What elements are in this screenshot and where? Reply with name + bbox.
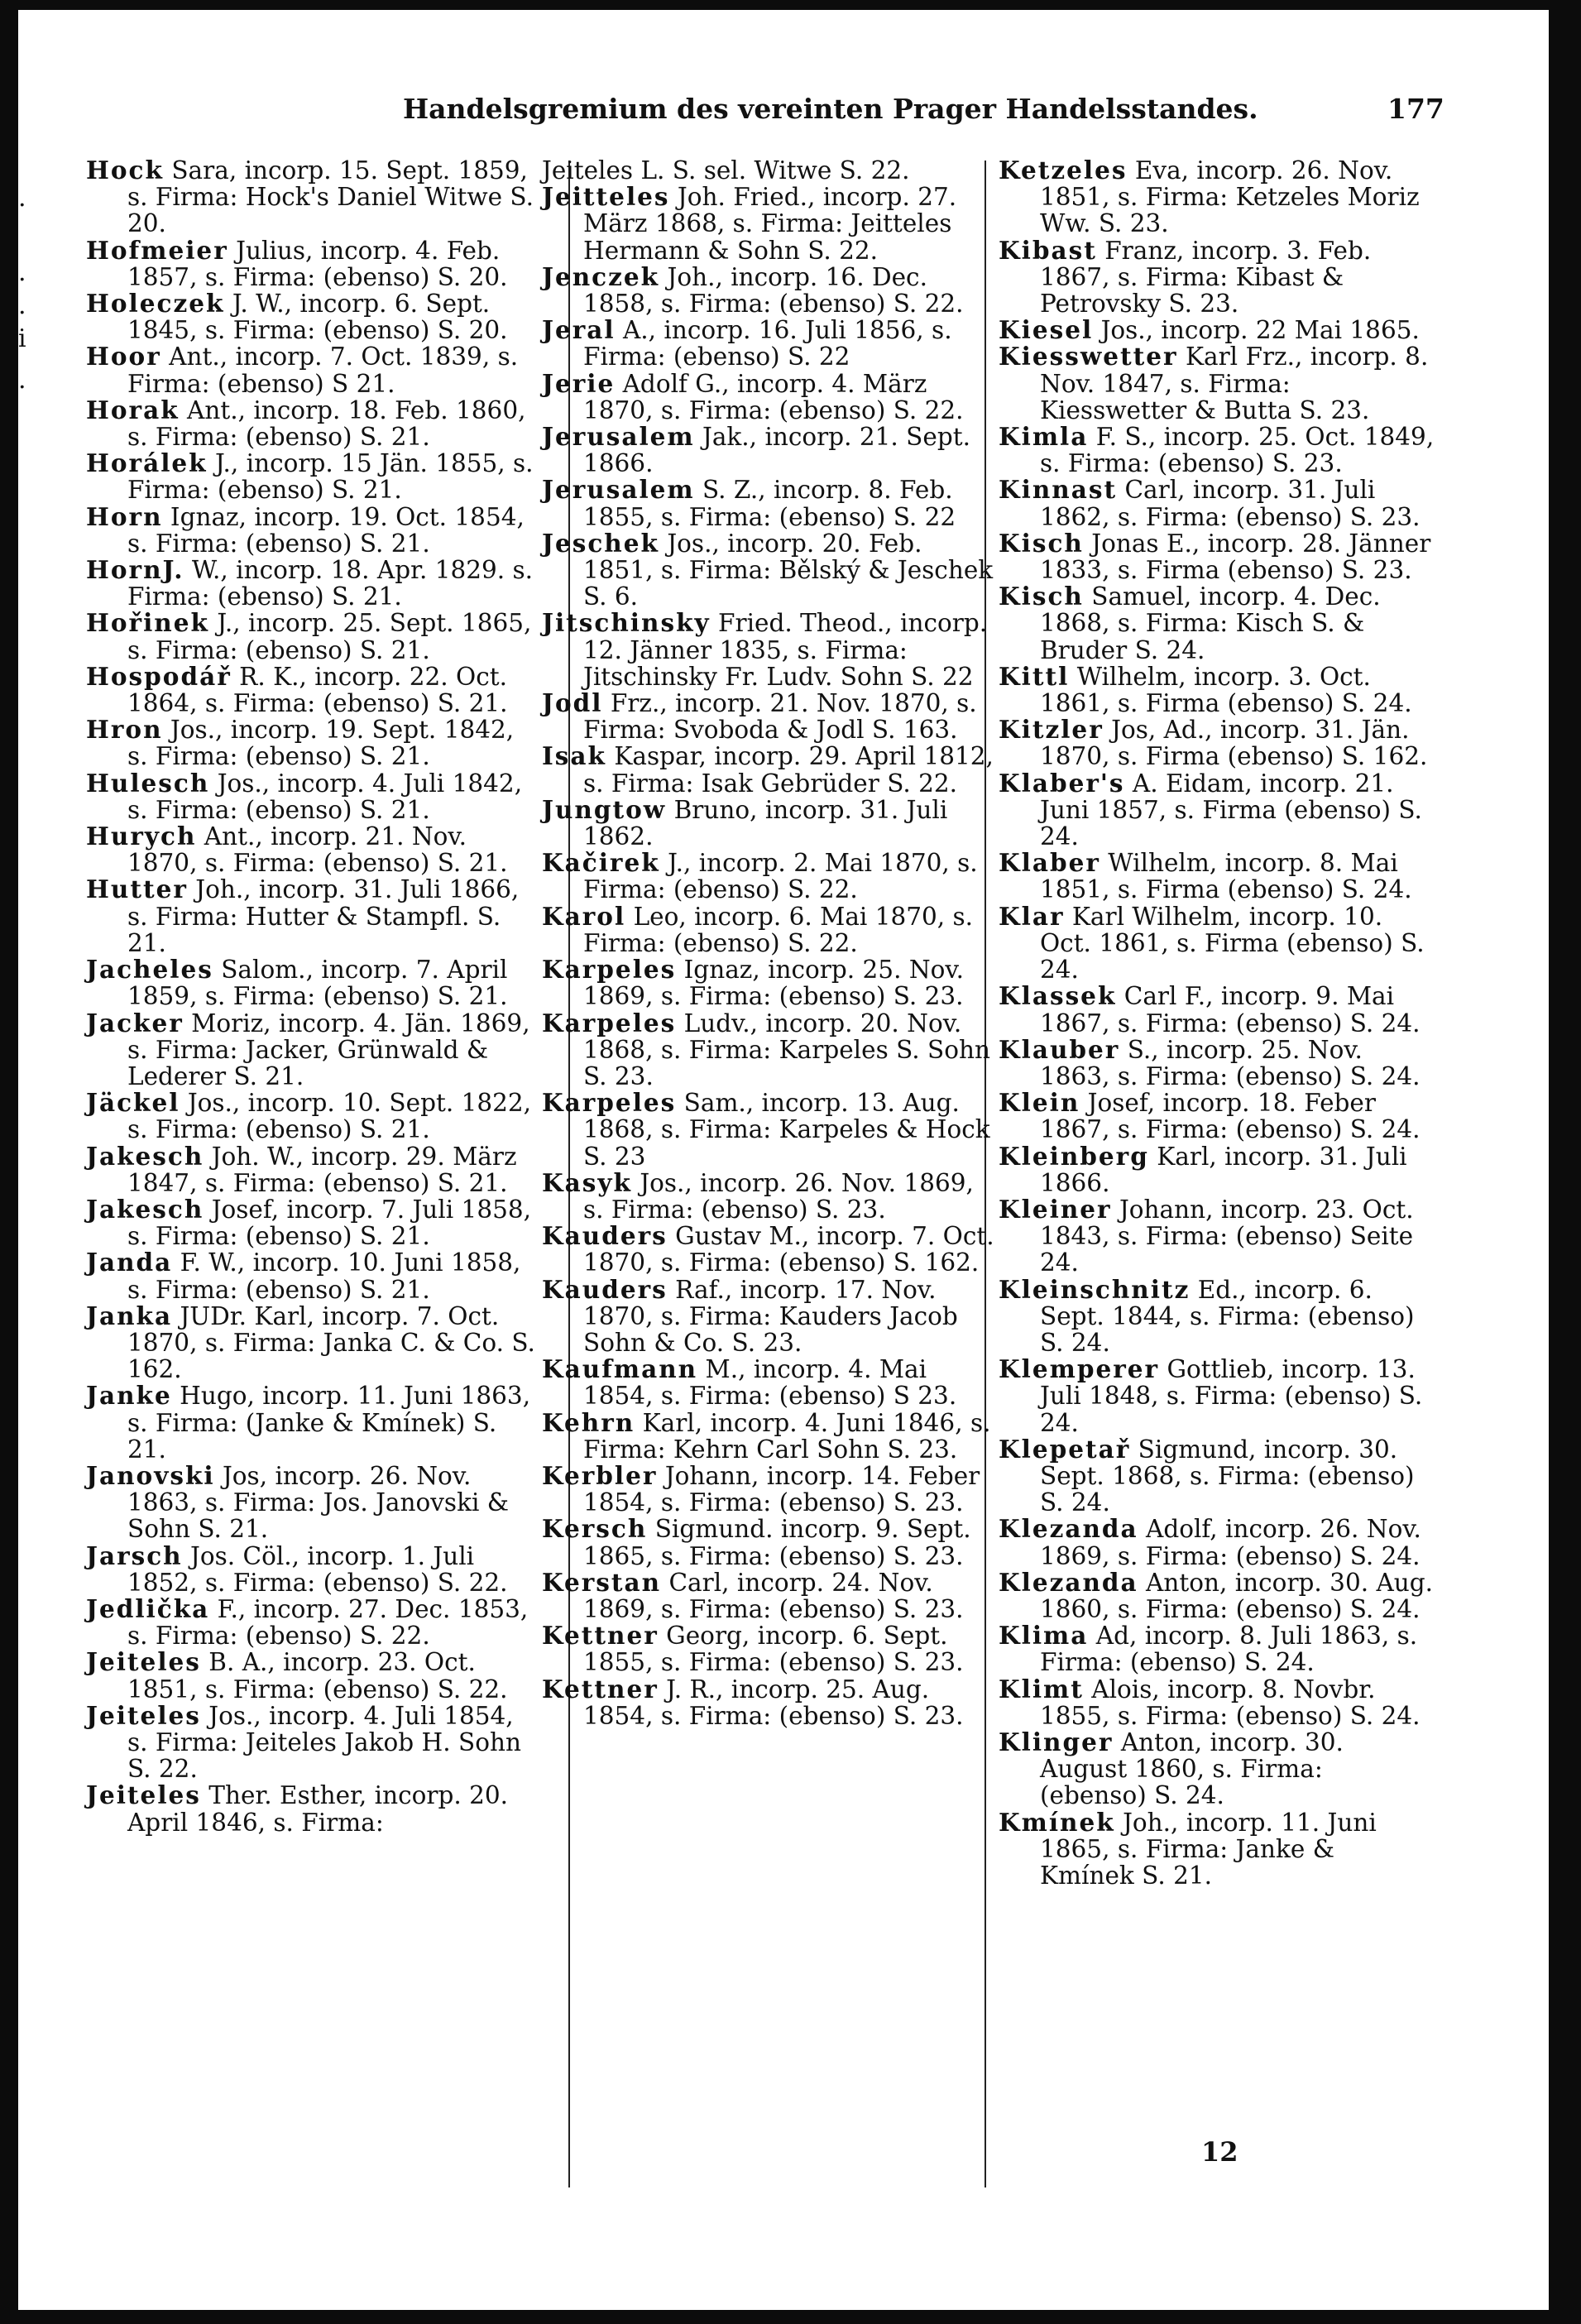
entry-surname: Karpeles	[542, 1008, 677, 1037]
directory-entry: Jungtow Bruno, incorp. 31. Juli 1862.	[542, 794, 948, 851]
margin-mark: i	[18, 324, 26, 353]
entry-surname: Klemperer	[999, 1354, 1160, 1384]
directory-entry: Jeiteles Jos., incorp. 4. Juli 1854, s. Firma: Jeiteles Jakob H. Sohn S. 22.	[86, 1700, 521, 1784]
entry-surname: Kerbler	[542, 1460, 658, 1490]
directory-entry: Jerusalem S. Z., incorp. 8. Feb. 1855, s. Firma: (ebenso) S. 22	[542, 475, 956, 531]
entry-surname: Jitschinsky	[542, 608, 711, 638]
directory-entry: Kasyk Jos., incorp. 26. Nov. 1869, s. Firma: (ebenso) S. 23.	[542, 1167, 974, 1224]
directory-entry: Hutter Joh., incorp. 31. Juli 1866, s. Firma: Hutter & Stampfl. S. 21.	[86, 874, 520, 957]
directory-entry: Klauber S., incorp. 25. Nov. 1863, s. Firma: (ebenso) S. 24.	[999, 1034, 1421, 1090]
entry-surname: Jedlička	[86, 1593, 210, 1623]
entry-surname: Janovski	[86, 1460, 215, 1490]
directory-entry: Kauders Raf., incorp. 17. Nov. 1870, s. Firma: Kauders Jacob Sohn & Co. S. 23.	[542, 1274, 958, 1357]
entry-surname: Kiesswetter	[999, 342, 1178, 371]
directory-entry: Kleinschnitz Ed., incorp. 6. Sept. 1844, s. Firma: (ebenso) S. 24.	[999, 1274, 1415, 1357]
entry-surname: Jeiteles	[86, 1647, 201, 1677]
entry-surname: Kittl	[999, 661, 1070, 691]
entry-surname: Kerstan	[542, 1567, 662, 1597]
entry-surname: Jacheles	[86, 955, 213, 985]
entry-surname: Kitzler	[999, 715, 1104, 745]
directory-entry: Kisch Samuel, incorp. 4. Dec. 1868, s. Firma: Kisch S. & Bruder S. 24.	[999, 582, 1381, 664]
entry-surname: Kersch	[542, 1514, 648, 1544]
directory-entry: Klein Josef, incorp. 18. Feber 1867, s. Firma: (ebenso) S. 24.	[999, 1088, 1421, 1144]
directory-entry: Klaber Wilhelm, incorp. 8. Mai 1851, s. Firma (ebenso) S. 24.	[999, 848, 1412, 904]
entry-surname: Jeiteles	[86, 1780, 201, 1810]
entry-surname: Holeczek	[86, 289, 225, 319]
directory-entry: Kersch Sigmund. incorp. 9. Sept. 1865, s. Firma: (ebenso) S. 23.	[542, 1514, 971, 1570]
margin-mark: .	[18, 258, 26, 287]
entry-surname: Jakesch	[86, 1194, 204, 1224]
entry-surname: Jarsch	[86, 1541, 183, 1570]
directory-entry: Jitschinsky Fried. Theod., incorp. 12. Jänner 1835, s. Firma: Jitschinsky Fr. Ludv. Sohn S. 22	[542, 608, 988, 691]
entry-surname: Hurych	[86, 822, 197, 851]
directory-entry: Kleinberg Karl, incorp. 31. Juli 1866.	[999, 1141, 1407, 1197]
directory-entry: Karpeles Ludv., incorp. 20. Nov. 1868, s. Firma: Karpeles S. Sohn S. 23.	[542, 1008, 990, 1090]
margin-mark: .	[18, 291, 26, 320]
directory-entry: Kettner Georg, incorp. 6. Sept. 1855, s. Firma: (ebenso) S. 23.	[542, 1621, 964, 1677]
entry-surname: Isak	[542, 741, 606, 771]
directory-entry: Janke Hugo, incorp. 11. Juni 1863, s. Firma: (Janke & Kmínek) S. 21.	[86, 1381, 531, 1464]
directory-entry: Janda F. W., incorp. 10. Juni 1858, s. Firma: (ebenso) S. 21.	[86, 1248, 521, 1304]
entry-surname: Janka	[86, 1301, 173, 1330]
running-header: Handelsgremium des vereinten Prager Handelsstandes.	[403, 93, 1258, 125]
entry-surname: Kaufmann	[542, 1354, 698, 1384]
directory-entry: Kaufmann M., incorp. 4. Mai 1854, s. Firma: (ebenso) S 23.	[542, 1354, 957, 1411]
entry-surname: Kinnast	[999, 475, 1118, 505]
directory-entry: Jedlička F., incorp. 27. Dec. 1853, s. Firma: (ebenso) S. 22.	[86, 1593, 529, 1651]
directory-entry: Klaber's A. Eidam, incorp. 21. Juni 1857, s. Firma (ebenso) S. 24.	[999, 768, 1422, 851]
directory-entry: Jarsch Jos. Cöl., incorp. 1. Juli 1852, s. Firma: (ebenso) S. 22.	[86, 1541, 508, 1597]
directory-entry: Jeiteles L. S. sel. Witwe S. 22.	[542, 156, 910, 184]
entry-surname: Kisch	[999, 582, 1084, 611]
entry-surname: Hospodář	[86, 661, 232, 691]
entry-surname: Klein	[999, 1088, 1080, 1118]
entry-surname: Klima	[999, 1621, 1089, 1651]
entry-surname: Horn	[86, 501, 163, 531]
margin-mark: .	[18, 184, 26, 213]
directory-entry: Klezanda Adolf, incorp. 26. Nov. 1869, s. Firma: (ebenso) S. 24.	[999, 1514, 1421, 1570]
entry-surname: Jeschek	[542, 528, 659, 558]
entry-surname: Klezanda	[999, 1567, 1138, 1597]
entry-surname: Karpeles	[542, 955, 677, 985]
directory-entry: Klepetař Sigmund, incorp. 30. Sept. 1868, s. Firma: (ebenso) S. 24.	[999, 1434, 1415, 1517]
directory-entry: Jenczek Joh., incorp. 16. Dec. 1858, s. Firma: (ebenso) S. 22.	[542, 261, 964, 319]
entry-surname: Hoor	[86, 342, 161, 371]
directory-entry: Kauders Gustav M., incorp. 7. Oct. 1870, s. Firma: (ebenso) S. 162.	[542, 1221, 994, 1277]
entry-surname: Karpeles	[542, 1088, 677, 1118]
directory-entry: Holeczek J. W., incorp. 6. Sept. 1845, s. Firma: (ebenso) S. 20.	[86, 289, 508, 345]
document-page	[18, 10, 1549, 2310]
directory-entry: Kiesswetter Karl Frz., incorp. 8. Nov. 1847, s. Firma: Kiesswetter & Butta S. 23.	[999, 342, 1429, 424]
entry-surname: Jäckel	[86, 1088, 180, 1118]
directory-entry: Kerstan Carl, incorp. 24. Nov. 1869, s. Firma: (ebenso) S. 23.	[542, 1567, 964, 1623]
signature-mark: 12	[1201, 2136, 1238, 2168]
directory-entry: Klima Ad, incorp. 8. Juli 1863, s. Firma: (ebenso) S. 24.	[999, 1621, 1418, 1677]
entry-surname: Jacker	[86, 1008, 184, 1037]
page-number: 177	[1387, 93, 1444, 125]
entry-surname: Kleiner	[999, 1194, 1112, 1224]
directory-entry: Karpeles Ignaz, incorp. 25. Nov. 1869, s. Firma: (ebenso) S. 23.	[542, 955, 964, 1011]
directory-entry: Horak Ant., incorp. 18. Feb. 1860, s. Firma: (ebenso) S. 21.	[86, 395, 526, 452]
directory-entry: Jacheles Salom., incorp. 7. April 1859, s. Firma: (ebenso) S. 21.	[86, 955, 508, 1011]
entry-surname: Jakesch	[86, 1141, 204, 1171]
entry-surname: Jeral	[542, 315, 616, 345]
entry-surname: Kasyk	[542, 1167, 632, 1197]
directory-entry: Kiesel Jos., incorp. 22 Mai 1865.	[999, 315, 1420, 345]
directory-entry: Jeiteles B. A., incorp. 23. Oct. 1851, s. Firma: (ebenso) S. 22.	[86, 1647, 508, 1703]
directory-entry: Isak Kaspar, incorp. 29. April 1812, s. Firma: Isak Gebrüder S. 22.	[542, 741, 994, 798]
entry-surname: Janke	[86, 1381, 172, 1411]
entry-surname: Jerie	[542, 368, 616, 398]
directory-entry: Karol Leo, incorp. 6. Mai 1870, s. Firma: (ebenso) S. 22.	[542, 901, 974, 957]
entry-surname: Kleinschnitz	[999, 1274, 1191, 1304]
column-3	[999, 157, 1435, 1889]
entry-surname: Hořinek	[86, 608, 209, 638]
entry-surname: Kimla	[999, 422, 1089, 452]
entry-surname: Jenczek	[542, 261, 660, 291]
entry-surname: Kauders	[542, 1274, 668, 1304]
directory-entry: Kimla F. S., incorp. 25. Oct. 1849, s. Firma: (ebenso) S. 23.	[999, 422, 1435, 478]
entry-surname: Jeiteles	[86, 1700, 201, 1730]
entry-surname: Klezanda	[999, 1514, 1138, 1544]
entry-surname: Klar	[999, 901, 1065, 931]
directory-entry: Hock Sara, incorp. 15. Sept. 1859, s. Firma: Hock's Daniel Witwe S. 20.	[86, 156, 534, 238]
entry-surname: Horálek	[86, 448, 208, 478]
entry-surname: Kiesel	[999, 315, 1094, 345]
directory-entry: Kibast Franz, incorp. 3. Feb. 1867, s. Firma: Kibast & Petrovsky S. 23.	[999, 235, 1372, 319]
directory-entry: Klinger Anton, incorp. 30. August 1860, s. Firma: (ebenso) S. 24.	[999, 1727, 1344, 1810]
directory-entry: Kačirek J., incorp. 2. Mai 1870, s. Firma: (ebenso) S. 22.	[542, 848, 978, 904]
directory-entry: Klimt Alois, incorp. 8. Novbr. 1855, s. Firma: (ebenso) S. 24.	[999, 1674, 1421, 1730]
entry-surname: Jerusalem	[542, 422, 695, 452]
entry-surname: Klaber	[999, 848, 1100, 878]
directory-entry: Horn Ignaz, incorp. 19. Oct. 1854, s. Firma: (ebenso) S. 21.	[86, 501, 525, 558]
directory-entry: Klemperer Gottlieb, incorp. 13. Juli 1848, s. Firma: (ebenso) S. 24.	[999, 1354, 1423, 1437]
directory-entry: Hospodář R. K., incorp. 22. Oct. 1864, s. Firma: (ebenso) S. 21.	[86, 661, 508, 718]
directory-entry: Hurych Ant., incorp. 21. Nov. 1870, s. Firma: (ebenso) S. 21.	[86, 822, 508, 878]
entry-surname: Klepetař	[999, 1434, 1131, 1464]
directory-entry: Hořinek J., incorp. 25. Sept. 1865, s. Firma: (ebenso) S. 21.	[86, 608, 532, 664]
entry-surname: Karol	[542, 901, 626, 931]
entry-surname: Klassek	[999, 981, 1117, 1011]
directory-entry: Jacker Moriz, incorp. 4. Jän. 1869, s. Firma: Jacker, Grünwald & Lederer S. 21.	[86, 1008, 530, 1090]
directory-entry: Janovski Jos, incorp. 26. Nov. 1863, s. Firma: Jos. Janovski & Sohn S. 21.	[86, 1460, 510, 1544]
entry-surname: HornJ.	[86, 555, 184, 585]
directory-entry: Jerie Adolf G., incorp. 4. März 1870, s. Firma: (ebenso) S. 22.	[542, 368, 964, 424]
entry-surname: Kisch	[999, 528, 1084, 558]
entry-surname: Kettner	[542, 1621, 659, 1651]
entry-surname: Hutter	[86, 874, 188, 904]
directory-entry: Jakesch Josef, incorp. 7. Juli 1858, s. Firma: (ebenso) S. 21.	[86, 1194, 531, 1251]
entry-surname: Hock	[86, 156, 164, 184]
entry-surname: Kmínek	[999, 1807, 1115, 1837]
entry-surname: Klaber's	[999, 768, 1125, 798]
entry-surname: Jerusalem	[542, 475, 695, 505]
entry-surname: Hofmeier	[86, 235, 228, 265]
directory-entry: Kmínek Joh., incorp. 11. Juni 1865, s. Firma: Janke & Kmínek S. 21.	[999, 1807, 1377, 1890]
directory-entry: Jeschek Jos., incorp. 20. Feb. 1851, s. Firma: Bělský & Jeschek S. 6.	[542, 528, 994, 611]
directory-entry: Kettner J. R., incorp. 25. Aug. 1854, s. Firma: (ebenso) S. 23.	[542, 1674, 964, 1730]
directory-entry: Hulesch Jos., incorp. 4. Juli 1842, s. Firma: (ebenso) S. 21.	[86, 768, 523, 824]
margin-mark: .	[18, 366, 26, 395]
entry-surname: Jungtow	[542, 794, 667, 824]
entry-surname: Kauders	[542, 1221, 668, 1251]
directory-entry: Hron Jos., incorp. 19. Sept. 1842, s. Firma: (ebenso) S. 21.	[86, 715, 515, 771]
directory-entry: Hofmeier Julius, incorp. 4. Feb. 1857, s. Firma: (ebenso) S. 20.	[86, 235, 508, 291]
directory-entry: HornJ. W., incorp. 18. Apr. 1829. s. Firma: (ebenso) S. 21.	[86, 555, 534, 611]
directory-entry: Jakesch Joh. W., incorp. 29. März 1847, s. Firma: (ebenso) S. 21.	[86, 1141, 517, 1197]
entry-surname: Kibast	[999, 235, 1097, 265]
directory-entry: Jeral A., incorp. 16. Juli 1856, s. Firma: (ebenso) S. 22	[542, 315, 952, 371]
entry-surname: Hron	[86, 715, 163, 745]
directory-entry: Kittl Wilhelm, incorp. 3. Oct. 1861, s. Firma (ebenso) S. 24.	[999, 661, 1412, 718]
entry-surname: Kehrn	[542, 1407, 635, 1437]
entry-surname: Kleinberg	[999, 1141, 1149, 1171]
directory-entry: Karpeles Sam., incorp. 13. Aug. 1868, s. Firma: Karpeles & Hock S. 23	[542, 1088, 990, 1171]
directory-entry: Klezanda Anton, incorp. 30. Aug. 1860, s. Firma: (ebenso) S. 24.	[999, 1567, 1434, 1623]
entry-surname: Klauber	[999, 1034, 1120, 1064]
entry-surname: Jeitteles	[542, 182, 670, 212]
directory-entry: Kleiner Johann, incorp. 23. Oct. 1843, s. Firma: (ebenso) Seite 24.	[999, 1194, 1414, 1277]
directory-entry: Hoor Ant., incorp. 7. Oct. 1839, s. Firma: (ebenso) S 21.	[86, 342, 519, 398]
directory-entry: Jodl Frz., incorp. 21. Nov. 1870, s. Firma: Svoboda & Jodl S. 163.	[542, 688, 977, 745]
directory-entry: Klassek Carl F., incorp. 9. Mai 1867, s. Firma: (ebenso) S. 24.	[999, 981, 1421, 1037]
entry-surname: Klinger	[999, 1727, 1114, 1756]
entry-surname: Hulesch	[86, 768, 210, 798]
directory-entry: Jerusalem Jak., incorp. 21. Sept. 1866.	[542, 422, 970, 478]
directory-entry: Kerbler Johann, incorp. 14. Feber 1854, s. Firma: (ebenso) S. 23.	[542, 1460, 980, 1517]
directory-entry: Kinnast Carl, incorp. 31. Juli 1862, s. Firma: (ebenso) S. 23.	[999, 475, 1421, 531]
entry-surname: Horak	[86, 395, 180, 424]
entry-surname: Klimt	[999, 1674, 1084, 1703]
entry-surname: Kačirek	[542, 848, 660, 878]
entry-surname: Ketzeles	[999, 156, 1128, 184]
directory-entry: Ketzeles Eva, incorp. 26. Nov. 1851, s. Firma: Ketzeles Moriz Ww. S. 23.	[999, 156, 1420, 238]
directory-entry: Kisch Jonas E., incorp. 28. Jänner 1833, s. Firma (ebenso) S. 23.	[999, 528, 1431, 585]
entry-surname: Janda	[86, 1248, 173, 1277]
directory-entry: Horálek J., incorp. 15 Jän. 1855, s. Firma: (ebenso) S. 21.	[86, 448, 534, 505]
column-2	[542, 157, 997, 1729]
entry-surname: Kettner	[542, 1674, 659, 1703]
directory-entry: Kehrn Karl, incorp. 4. Juni 1846, s. Firma: Kehrn Carl Sohn S. 23.	[542, 1407, 991, 1464]
column-1	[86, 157, 538, 1836]
directory-entry: Janka JUDr. Karl, incorp. 7. Oct. 1870, s. Firma: Janka C. & Co. S. 162.	[86, 1301, 535, 1384]
directory-entry: Jäckel Jos., incorp. 10. Sept. 1822, s. Firma: (ebenso) S. 21.	[86, 1088, 532, 1144]
entry-surname: Jodl	[542, 688, 603, 718]
directory-entry: Klar Karl Wilhelm, incorp. 10. Oct. 1861, s. Firma (ebenso) S. 24.	[999, 901, 1425, 985]
directory-entry: Kitzler Jos, Ad., incorp. 31. Jän. 1870, s. Firma (ebenso) S. 162.	[999, 715, 1428, 771]
directory-entry: Jeiteles Ther. Esther, incorp. 20. April 1846, s. Firma:	[86, 1780, 509, 1837]
directory-entry: Jeitteles Joh. Fried., incorp. 27. März 1868, s. Firma: Jeitteles Hermann & Sohn S. 22.	[542, 182, 957, 265]
